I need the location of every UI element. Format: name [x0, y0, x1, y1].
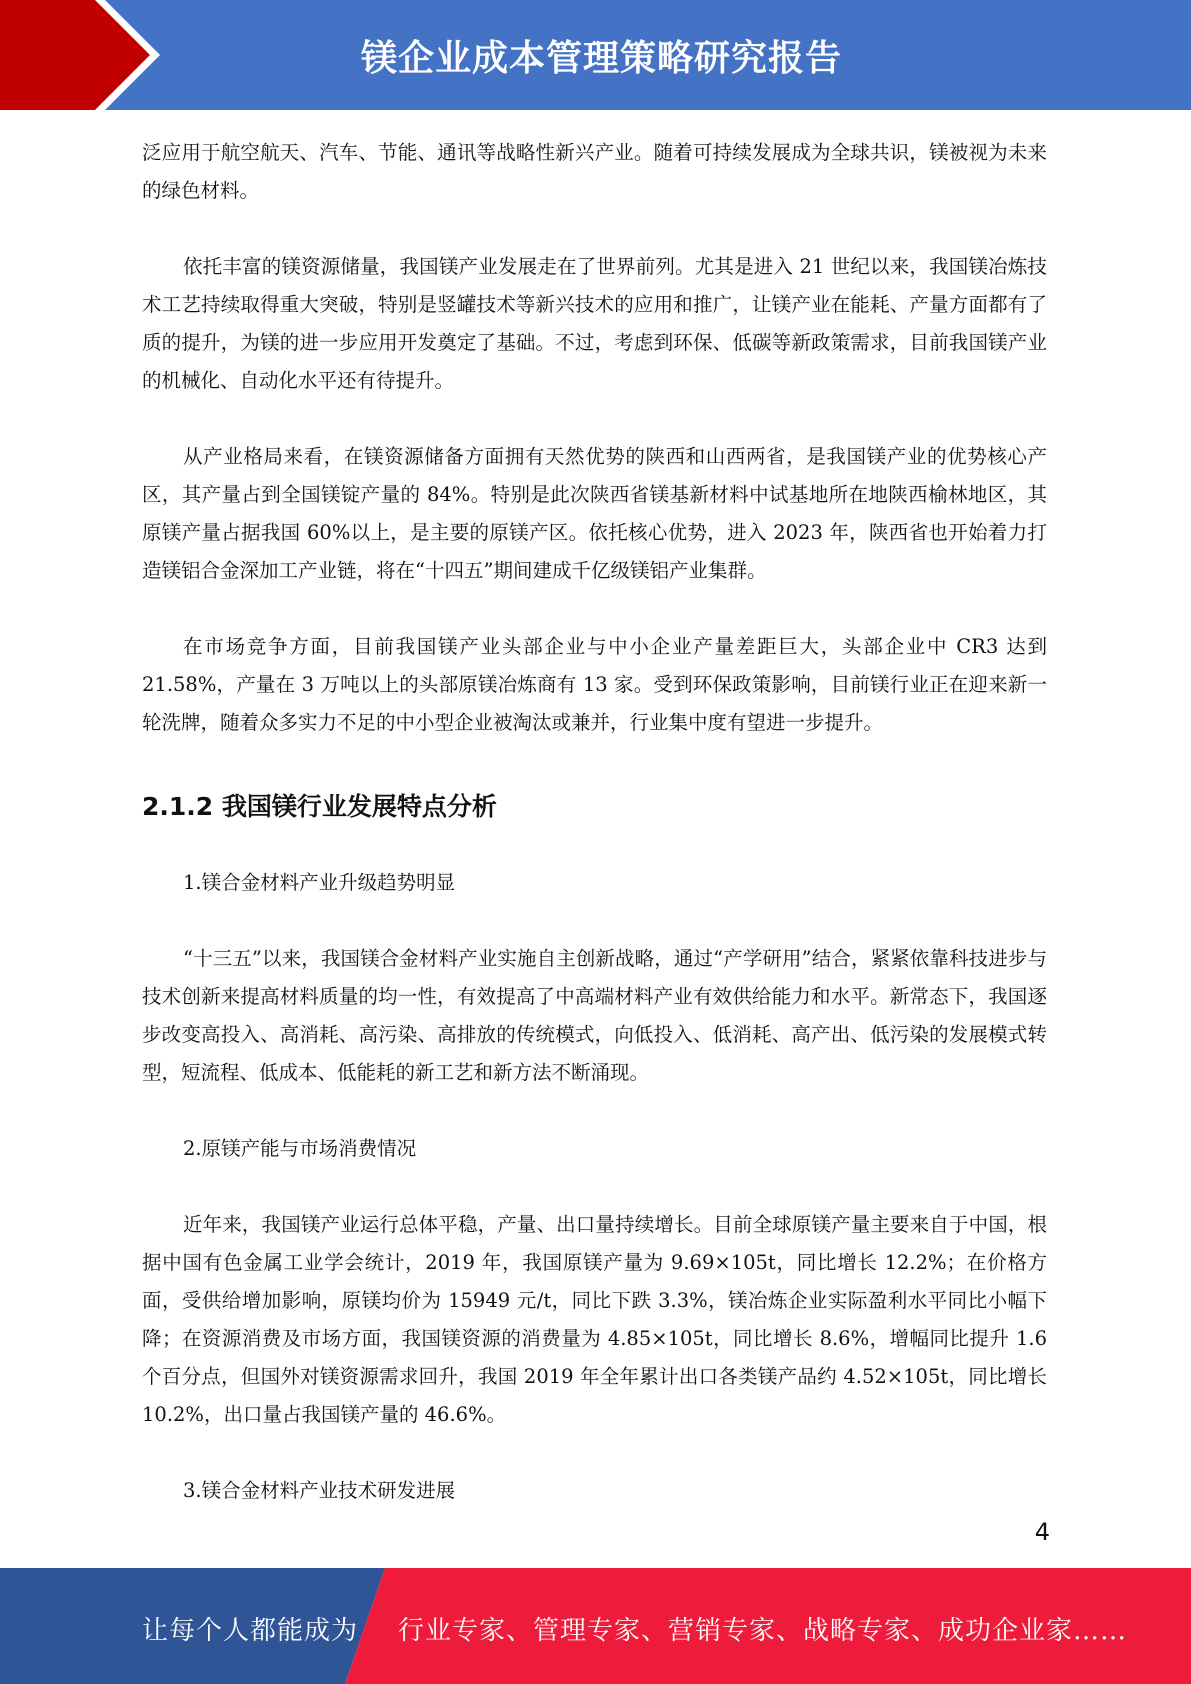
- subsection-item: 1.镁合金材料产业升级趋势明显: [183, 871, 456, 894]
- paragraph: 依托丰富的镁资源储量，我国镁产业发展走在了世界前列。尤其是进入 21 世纪以来，我国镁冶炼技术工艺持续取得重大突破，特别是竖罐技术等新兴技术的应用和推广，让镁产业在能耗、产量方面都有了质的提升，为镁的进一步应用开发奠定了基础。不过，考虑到环保、低碳等新政策需求，目前我国镁产业的机械化、自动化水平还有待提升。: [142, 255, 1047, 392]
- paragraph: 近年来，我国镁产业运行总体平稳，产量、出口量持续增长。目前全球原镁产量主要来自于中国，根据中国有色金属工业学会统计，2019 年，我国原镁产量为 9.69×105t，同比增长 12.2%；在价格方面，受供给增加影响，原镁均价为 15949 元/t，同比下跌 3.3%，镁冶炼企业实际盈利水平同比小幅下降；在资源消费及市场方面，我国镁资源的消费量为 4.85×105t，同比增长 8.6%，增幅同比提升 1.6 个百分点，但国外对镁资源需求回升，我国 2019 年全年累计出口各类镁产品约 4.52×105t，同比增长 10.2%，出口量占我国镁产量的 46.6%。: [142, 1213, 1047, 1426]
- subsection-item: 2.原镁产能与市场消费情况: [183, 1137, 417, 1160]
- section-heading: 2.1.2 我国镁行业发展特点分析: [142, 792, 497, 821]
- page-number: 4: [1034, 1518, 1050, 1546]
- subsection-item: 3.镁合金材料产业技术研发进展: [183, 1479, 456, 1502]
- page-header: [0, 0, 1191, 110]
- paragraph: 从产业格局来看，在镁资源储备方面拥有天然优势的陕西和山西两省，是我国镁产业的优势核心产区，其产量占到全国镁锭产量的 84%。特别是此次陕西省镁基新材料中试基地所在地陕西榆林地区，其原镁产量占据我国 60%以上，是主要的原镁产区。依托核心优势，进入 2023 年，陕西省也开始着力打造镁铝合金深加工产业链，将在“十四五”期间建成千亿级镁铝产业集群。: [142, 445, 1047, 582]
- paragraph: 泛应用于航空航天、汽车、节能、通讯等战略性新兴产业。随着可持续发展成为全球共识，镁被视为未来的绿色材料。: [142, 141, 1047, 202]
- page-footer: [0, 1568, 1191, 1684]
- document-title: 镁企业成本管理策略研究报告: [360, 38, 842, 79]
- footer-slogan-right: 行业专家、管理专家、营销专家、战略专家、成功企业家……: [398, 1616, 1128, 1646]
- paragraph: “十三五”以来，我国镁合金材料产业实施自主创新战略，通过“产学研用”结合，紧紧依靠科技进步与技术创新来提高材料质量的均一性，有效提高了中高端材料产业有效供给能力和水平。新常态下，我国逐步改变高投入、高消耗、高污染、高排放的传统模式，向低投入、低消耗、高产出、低污染的发展模式转型，短流程、低成本、低能耗的新工艺和新方法不断涌现。: [142, 947, 1047, 1084]
- footer-slogan-left: 让每个人都能成为: [142, 1616, 359, 1646]
- page-content: [142, 134, 1047, 1548]
- paragraph: 在市场竞争方面，目前我国镁产业头部企业与中小企业产量差距巨大，头部企业中 CR3 达到 21.58%，产量在 3 万吨以上的头部原镁冶炼商有 13 家。受到环保政策影响，目前镁行业正在迎来新一轮洗牌，随着众多实力不足的中小型企业被淘汰或兼并，行业集中度有望进一步提升。: [142, 635, 1047, 734]
